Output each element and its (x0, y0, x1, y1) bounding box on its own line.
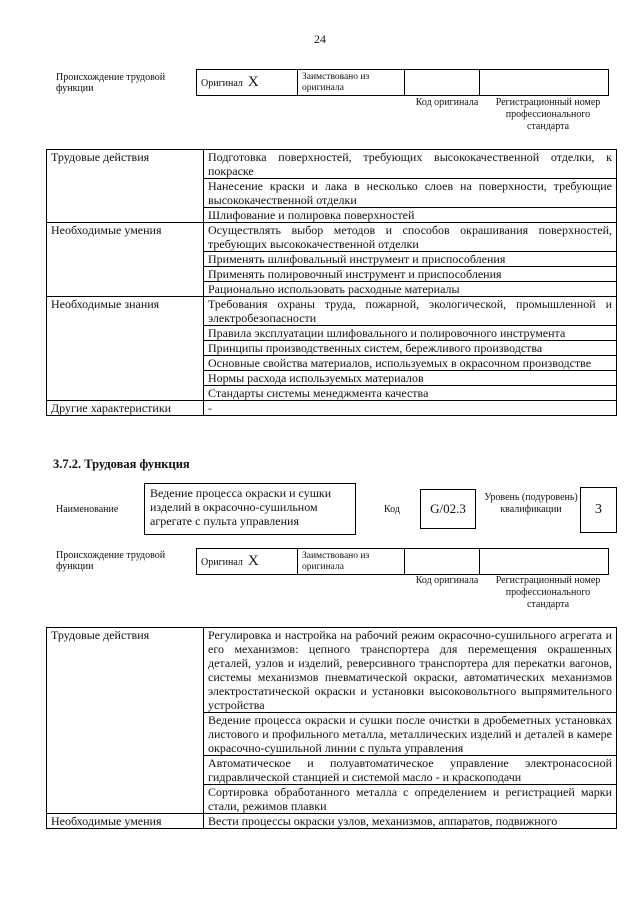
name-label: Наименование (56, 504, 119, 515)
row-text: Нормы расхода используемых материалов (204, 371, 617, 386)
origin-label: Происхождение трудовой функции (56, 550, 166, 572)
reg-number-caption: Регистрационный номер профессионального стандарта (495, 575, 601, 610)
row-header: Трудовые действия (47, 628, 204, 814)
original-mark: X (247, 552, 259, 569)
code-original-cell (405, 549, 480, 575)
row-text: - (204, 401, 617, 416)
row-text: Автоматическое и полуавтоматическое управление электронасосной гидравлической станцией и системой масло - и краскоподачи (204, 756, 617, 785)
code-original-caption: Код оригинала (415, 575, 479, 586)
level-label: Уровень (подуровень) квалификации (484, 492, 578, 515)
origin-table (196, 548, 609, 575)
original-mark: X (247, 73, 259, 90)
row-text: Подготовка поверхностей, требующих высококачественной отделки, к покраске (204, 150, 617, 179)
table-row (47, 297, 617, 326)
row-text: Шлифование и полировка поверхностей (204, 208, 617, 223)
page-number: 24 (314, 32, 326, 46)
origin-table (196, 69, 609, 96)
original-label: Оригинал (201, 77, 243, 89)
original-cell (197, 549, 298, 575)
code-original-caption: Код оригинала (415, 97, 479, 108)
borrowed-cell: Заимствовано из оригинала (298, 70, 405, 96)
row-text: Вести процессы окраски узлов, механизмов, аппаратов, подвижного (204, 814, 617, 829)
row-text: Основные свойства материалов, используемых в окрасочном производстве (204, 356, 617, 371)
code-label: Код (384, 504, 400, 515)
labor-function-table-2 (46, 627, 617, 829)
row-header: Необходимые умения (47, 223, 204, 297)
code-value-box: G/02.3 (420, 489, 476, 529)
reg-number-caption: Регистрационный номер профессионального стандарта (495, 97, 601, 132)
row-header: Необходимые знания (47, 297, 204, 401)
row-text: Ведение процесса окраски и сушки после очистки в дробеметных установках листового и профильного металла, металлических изделий и деталей в камере окрасочно-сушильной линии с пульта управления (204, 713, 617, 756)
original-label: Оригинал (201, 556, 243, 568)
level-value-box: 3 (580, 487, 617, 533)
table-row (47, 401, 617, 416)
reg-number-cell (480, 70, 609, 96)
row-text: Рационально использовать расходные материалы (204, 282, 617, 297)
table-row (47, 628, 617, 713)
row-header: Трудовые действия (47, 150, 204, 223)
original-cell (197, 70, 298, 96)
row-text: Осуществлять выбор методов и способов окрашивания поверхностей, требующих высококачественной отделки (204, 223, 617, 252)
table-row (47, 814, 617, 829)
table-row (47, 223, 617, 252)
row-header: Необходимые умения (47, 814, 204, 829)
row-text: Нанесение краски и лака в несколько слоев на поверхности, требующие высококачественной отделки (204, 179, 617, 208)
row-text: Принципы производственных систем, бережливого производства (204, 341, 617, 356)
reg-number-cell (480, 549, 609, 575)
section-title: 3.7.2. Трудовая функция (53, 457, 190, 471)
row-text: Регулировка и настройка на рабочий режим окрасочно-сушильного агрегата и его механизмов: цепного транспортера для перемещения окрашенных деталей, узлов и изделий, реверсивного транспортера для перекатки вагонов, системы механизмов пневматической окраски, автоматических механизмов электростатической окраски и установки высоковольтного выпрямительного устройства (204, 628, 617, 713)
table-row (47, 150, 617, 179)
row-text: Стандарты системы менеджмента качества (204, 386, 617, 401)
row-text: Требования охраны труда, пожарной, экологической, промышленной и электробезопасности (204, 297, 617, 326)
row-text: Правила эксплуатации шлифовального и полировочного инструмента (204, 326, 617, 341)
code-original-cell (405, 70, 480, 96)
function-name-box: Ведение процесса окраски и сушки изделий в окрасочно-сушильном агрегате с пульта управления (144, 483, 356, 535)
row-text: Сортировка обработанного металла с определением и регистрацией марки стали, режимов плавки (204, 785, 617, 814)
row-text: Применять шлифовальный инструмент и приспособления (204, 252, 617, 267)
row-text: Применять полировочный инструмент и приспособления (204, 267, 617, 282)
row-header: Другие характеристики (47, 401, 204, 416)
borrowed-cell: Заимствовано из оригинала (298, 549, 405, 575)
origin-label: Происхождение трудовой функции (56, 72, 166, 94)
labor-function-table-1 (46, 149, 617, 416)
